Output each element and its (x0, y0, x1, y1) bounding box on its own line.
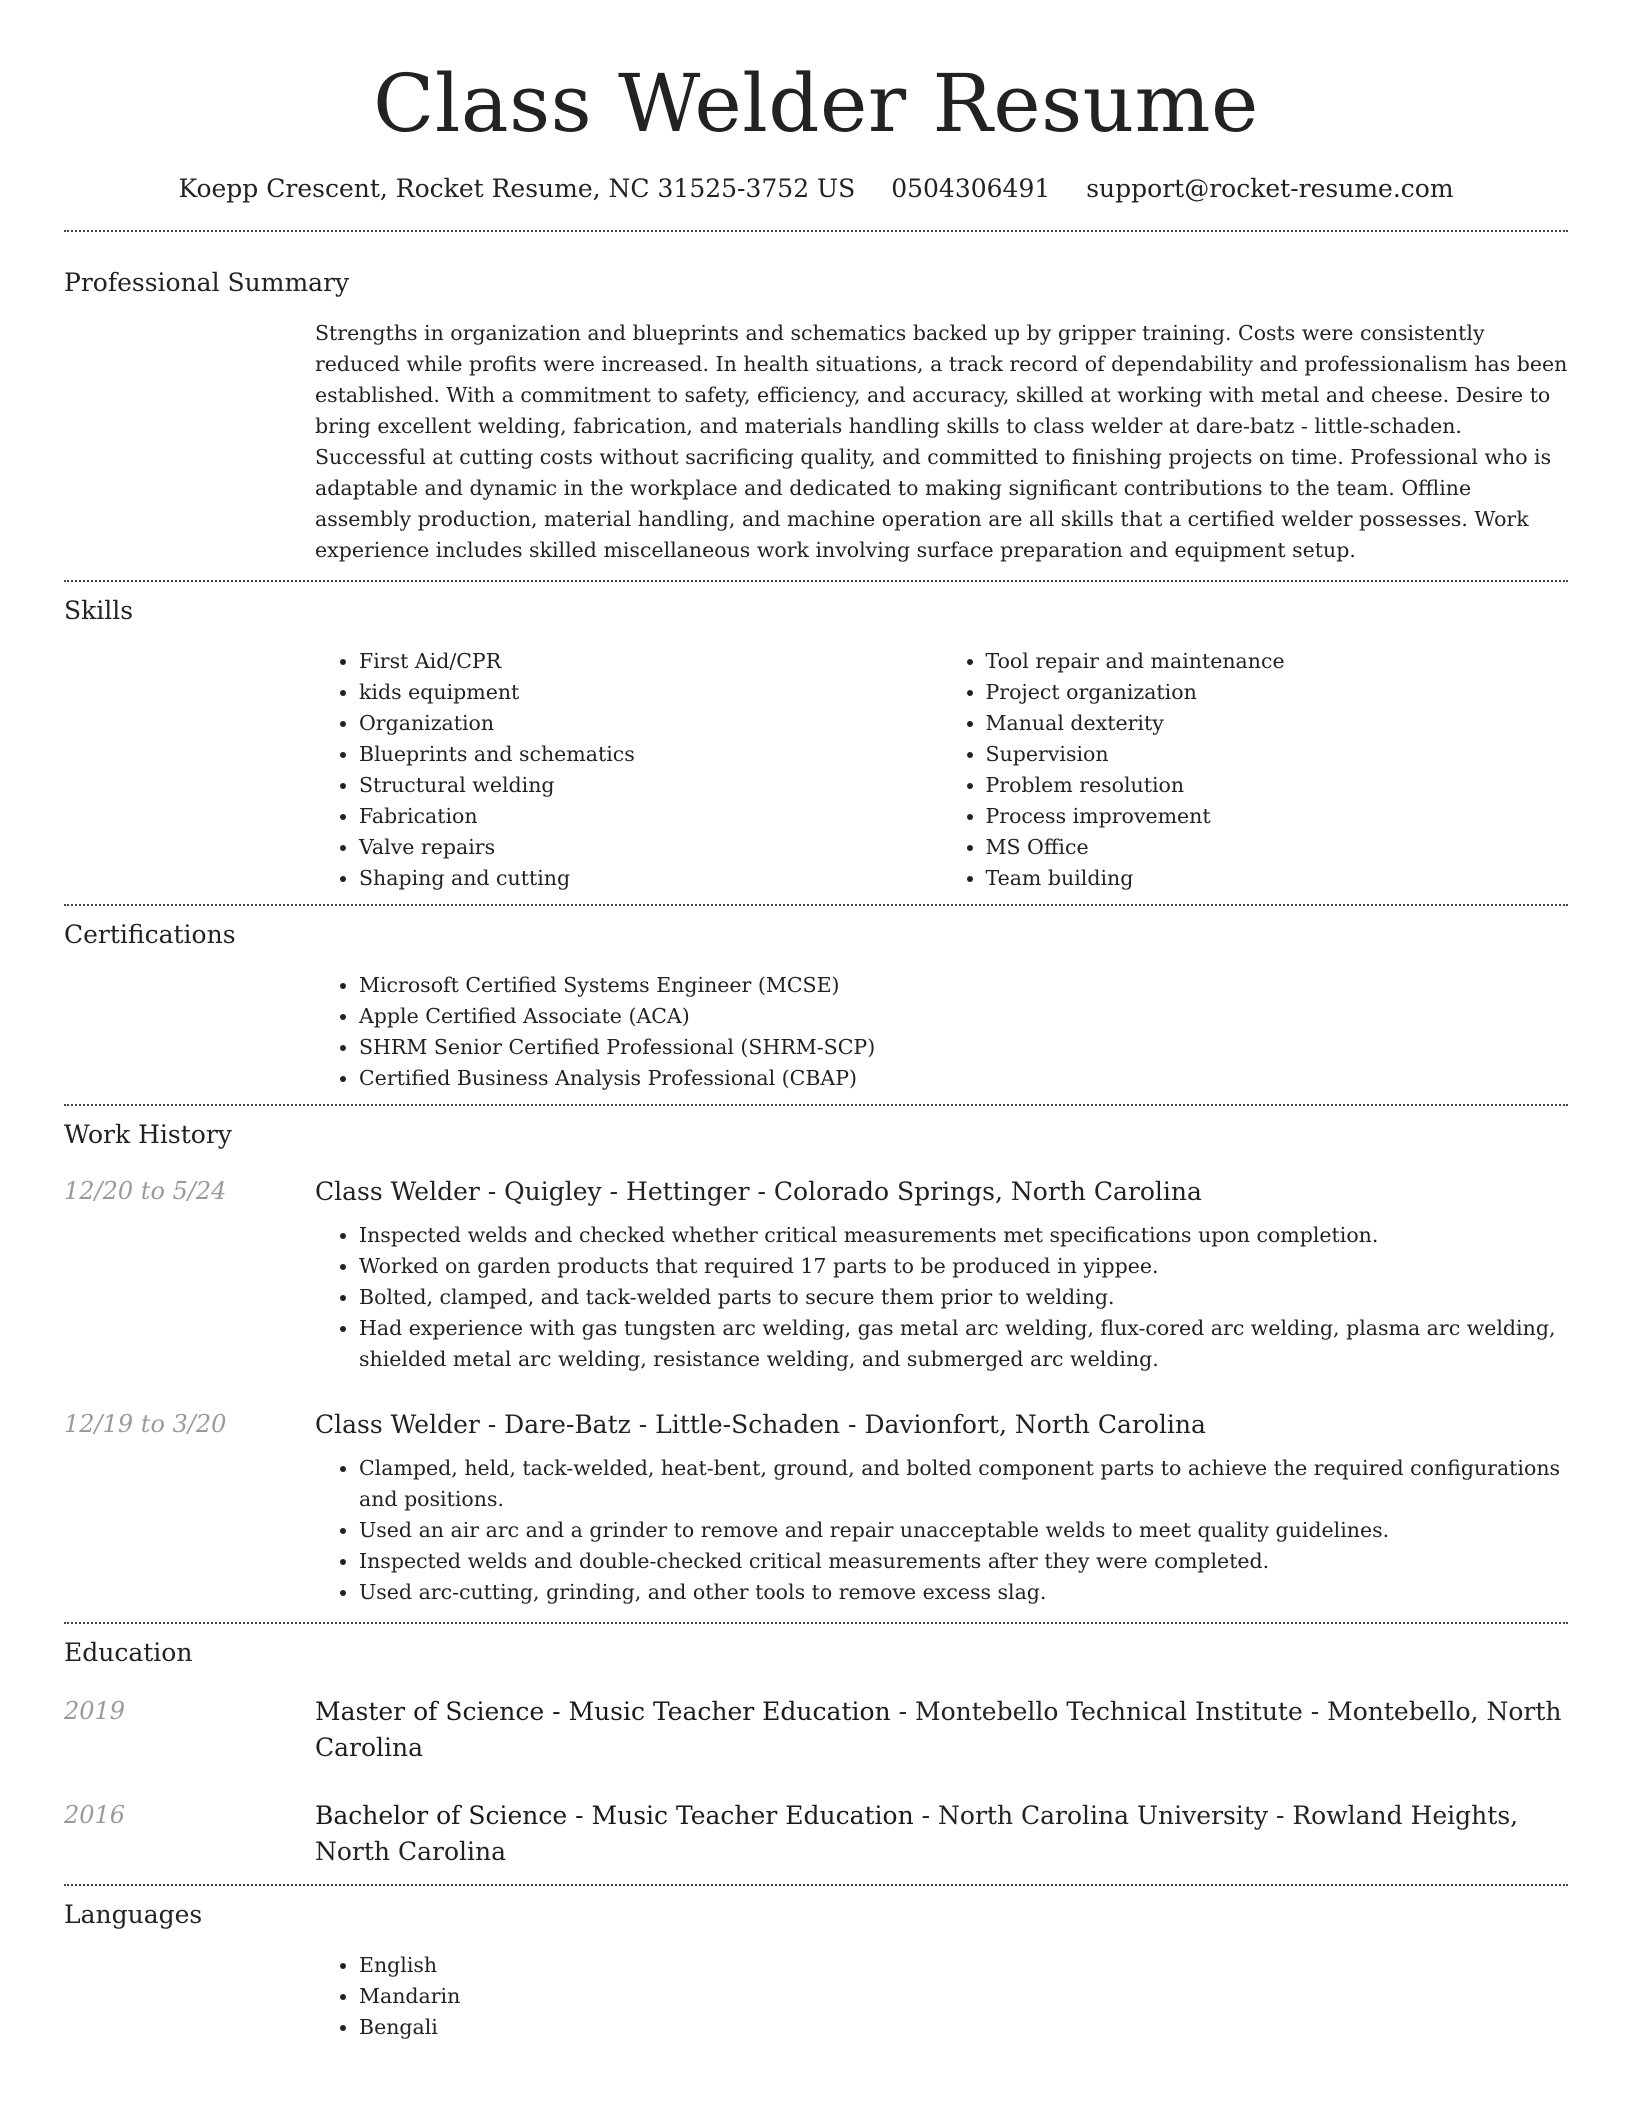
education-entry (64, 1694, 1568, 1766)
languages-body (315, 1950, 1568, 2043)
certification-item: • SHRM Senior Certified Professional (SHRM-SCP) (359, 1032, 1568, 1063)
work-title: Class Welder - Quigley - Hettinger - Colorado Springs, North Carolina (315, 1177, 1202, 1206)
contact-address: Koepp Crescent, Rocket Resume, NC 31525-3752 US (178, 174, 856, 203)
section-heading-work: Work History (64, 1120, 232, 1149)
skill-item: • First Aid/CPR (359, 646, 942, 677)
skill-item: • Team building (986, 863, 1569, 894)
certification-item: • Apple Certified Associate (ACA) (359, 1001, 1568, 1032)
work-bullet: • Worked on garden products that required 17 parts to be produced in yippee. (359, 1251, 1568, 1282)
work-bullet: • Used arc-cutting, grinding, and other tools to remove excess slag. (359, 1577, 1568, 1608)
work-bullet: • Inspected welds and double-checked critical measurements after they were completed. (359, 1546, 1568, 1577)
education-year: 2016 (64, 1801, 126, 1829)
education-degree: Bachelor of Science - Music Teacher Education (315, 1801, 914, 1830)
skill-item: • Supervision (986, 739, 1569, 770)
contact-line (64, 172, 1568, 206)
work-bullet: • Used an air arc and a grinder to remove and repair unacceptable welds to meet quality guidelines. (359, 1515, 1568, 1546)
education-school: - Montebello Technical Institute - Montebello, North Carolina (315, 1697, 1562, 1762)
skill-item: • Manual dexterity (986, 708, 1569, 739)
work-bullet: • Clamped, held, tack-welded, heat-bent, ground, and bolted component parts to achieve the required configurations and positions. (359, 1453, 1568, 1515)
section-heading-summary: Professional Summary (64, 268, 350, 297)
work-date: 12/20 to 5/24 (64, 1177, 227, 1205)
summary-body (315, 318, 1568, 566)
section-languages (64, 1886, 1568, 2043)
skill-item: • Valve repairs (359, 832, 942, 863)
language-item: • English (359, 1950, 1568, 1981)
work-entry (64, 1407, 1568, 1608)
skills-list-left (315, 646, 942, 894)
work-bullet: • Bolted, clamped, and tack-welded parts to secure them prior to welding. (359, 1282, 1568, 1313)
skills-columns (315, 646, 1568, 894)
skill-item: • Blueprints and schematics (359, 739, 942, 770)
contact-email: support@rocket-resume.com (1086, 174, 1454, 203)
section-summary (64, 232, 1568, 566)
skill-item: • MS Office (986, 832, 1569, 863)
work-bullet: • Had experience with gas tungsten arc welding, gas metal arc welding, flux-cored arc welding, plasma arc welding, shielded metal arc welding, resistance welding, and submerged arc welding. (359, 1313, 1568, 1375)
section-education (64, 1624, 1568, 1870)
section-skills (64, 582, 1568, 894)
contact-phone: 0504306491 (891, 174, 1051, 203)
skill-item: • Project organization (986, 677, 1569, 708)
skill-item: • kids equipment (359, 677, 942, 708)
section-certifications (64, 906, 1568, 1094)
education-title (315, 1694, 1568, 1766)
skill-item: • Problem resolution (986, 770, 1569, 801)
education-year: 2019 (64, 1697, 126, 1725)
skill-item: • Shaping and cutting (359, 863, 942, 894)
work-entry-main (315, 1174, 1568, 1375)
section-heading-skills: Skills (64, 596, 134, 625)
skill-item: • Organization (359, 708, 942, 739)
work-entry-main (315, 1407, 1568, 1608)
work-entry (64, 1174, 1568, 1375)
certification-item: • Certified Business Analysis Professional (CBAP) (359, 1063, 1568, 1094)
skill-item: • Tool repair and maintenance (986, 646, 1569, 677)
education-title (315, 1798, 1568, 1870)
certifications-list (315, 970, 1568, 1094)
skills-body (315, 646, 1568, 894)
language-item: • Bengali (359, 2012, 1568, 2043)
education-degree: Master of Science - Music Teacher Education (315, 1697, 891, 1726)
work-title: Class Welder - Dare-Batz - Little-Schaden - Davionfort, North Carolina (315, 1410, 1206, 1439)
certification-item: • Microsoft Certified Systems Engineer (MCSE) (359, 970, 1568, 1001)
skill-item: • Fabrication (359, 801, 942, 832)
skill-item: • Process improvement (986, 801, 1569, 832)
skill-item: • Structural welding (359, 770, 942, 801)
work-bullets (315, 1220, 1568, 1375)
education-entry-main (315, 1798, 1568, 1870)
education-entry (64, 1798, 1568, 1870)
section-heading-languages: Languages (64, 1900, 203, 1929)
education-entry-main (315, 1694, 1568, 1766)
section-heading-certifications: Certifications (64, 920, 236, 949)
section-heading-education: Education (64, 1638, 193, 1667)
work-date: 12/19 to 3/20 (64, 1410, 227, 1438)
work-bullet: • Inspected welds and checked whether critical measurements met specifications upon completion. (359, 1220, 1568, 1251)
skills-list-right (942, 646, 1569, 894)
summary-text: Strengths in organization and blueprints and schematics backed up by gripper training. Costs were consistently reduced while profits were increased. In health situations, a track record of dependability and professionalism has been established. With a commitment to safety, efficiency, and accuracy, skilled at working with metal and cheese. Desire to bring excellent welding, fabrication, and materials handling skills to class welder at dare-batz - little-schaden. Successful at cutting costs without sacrificing quality, and committed to finishing projects on time. Professional who is adaptable and dynamic in the workplace and dedicated to making significant contributions to the team. Offline assembly production, material handling, and machine operation are all skills that a certified welder possesses. Work experience includes skilled miscellaneous work involving surface preparation and equipment setup. (315, 321, 1568, 562)
resume-page (64, 0, 1568, 2053)
language-item: • Mandarin (359, 1981, 1568, 2012)
section-work-history (64, 1106, 1568, 1608)
work-bullets (315, 1453, 1568, 1608)
education-school: - North Carolina University - Rowland Heights, North Carolina (315, 1801, 1519, 1866)
certifications-body (315, 970, 1568, 1094)
languages-list (315, 1950, 1568, 2043)
resume-title: Class Welder Resume (373, 57, 1259, 150)
